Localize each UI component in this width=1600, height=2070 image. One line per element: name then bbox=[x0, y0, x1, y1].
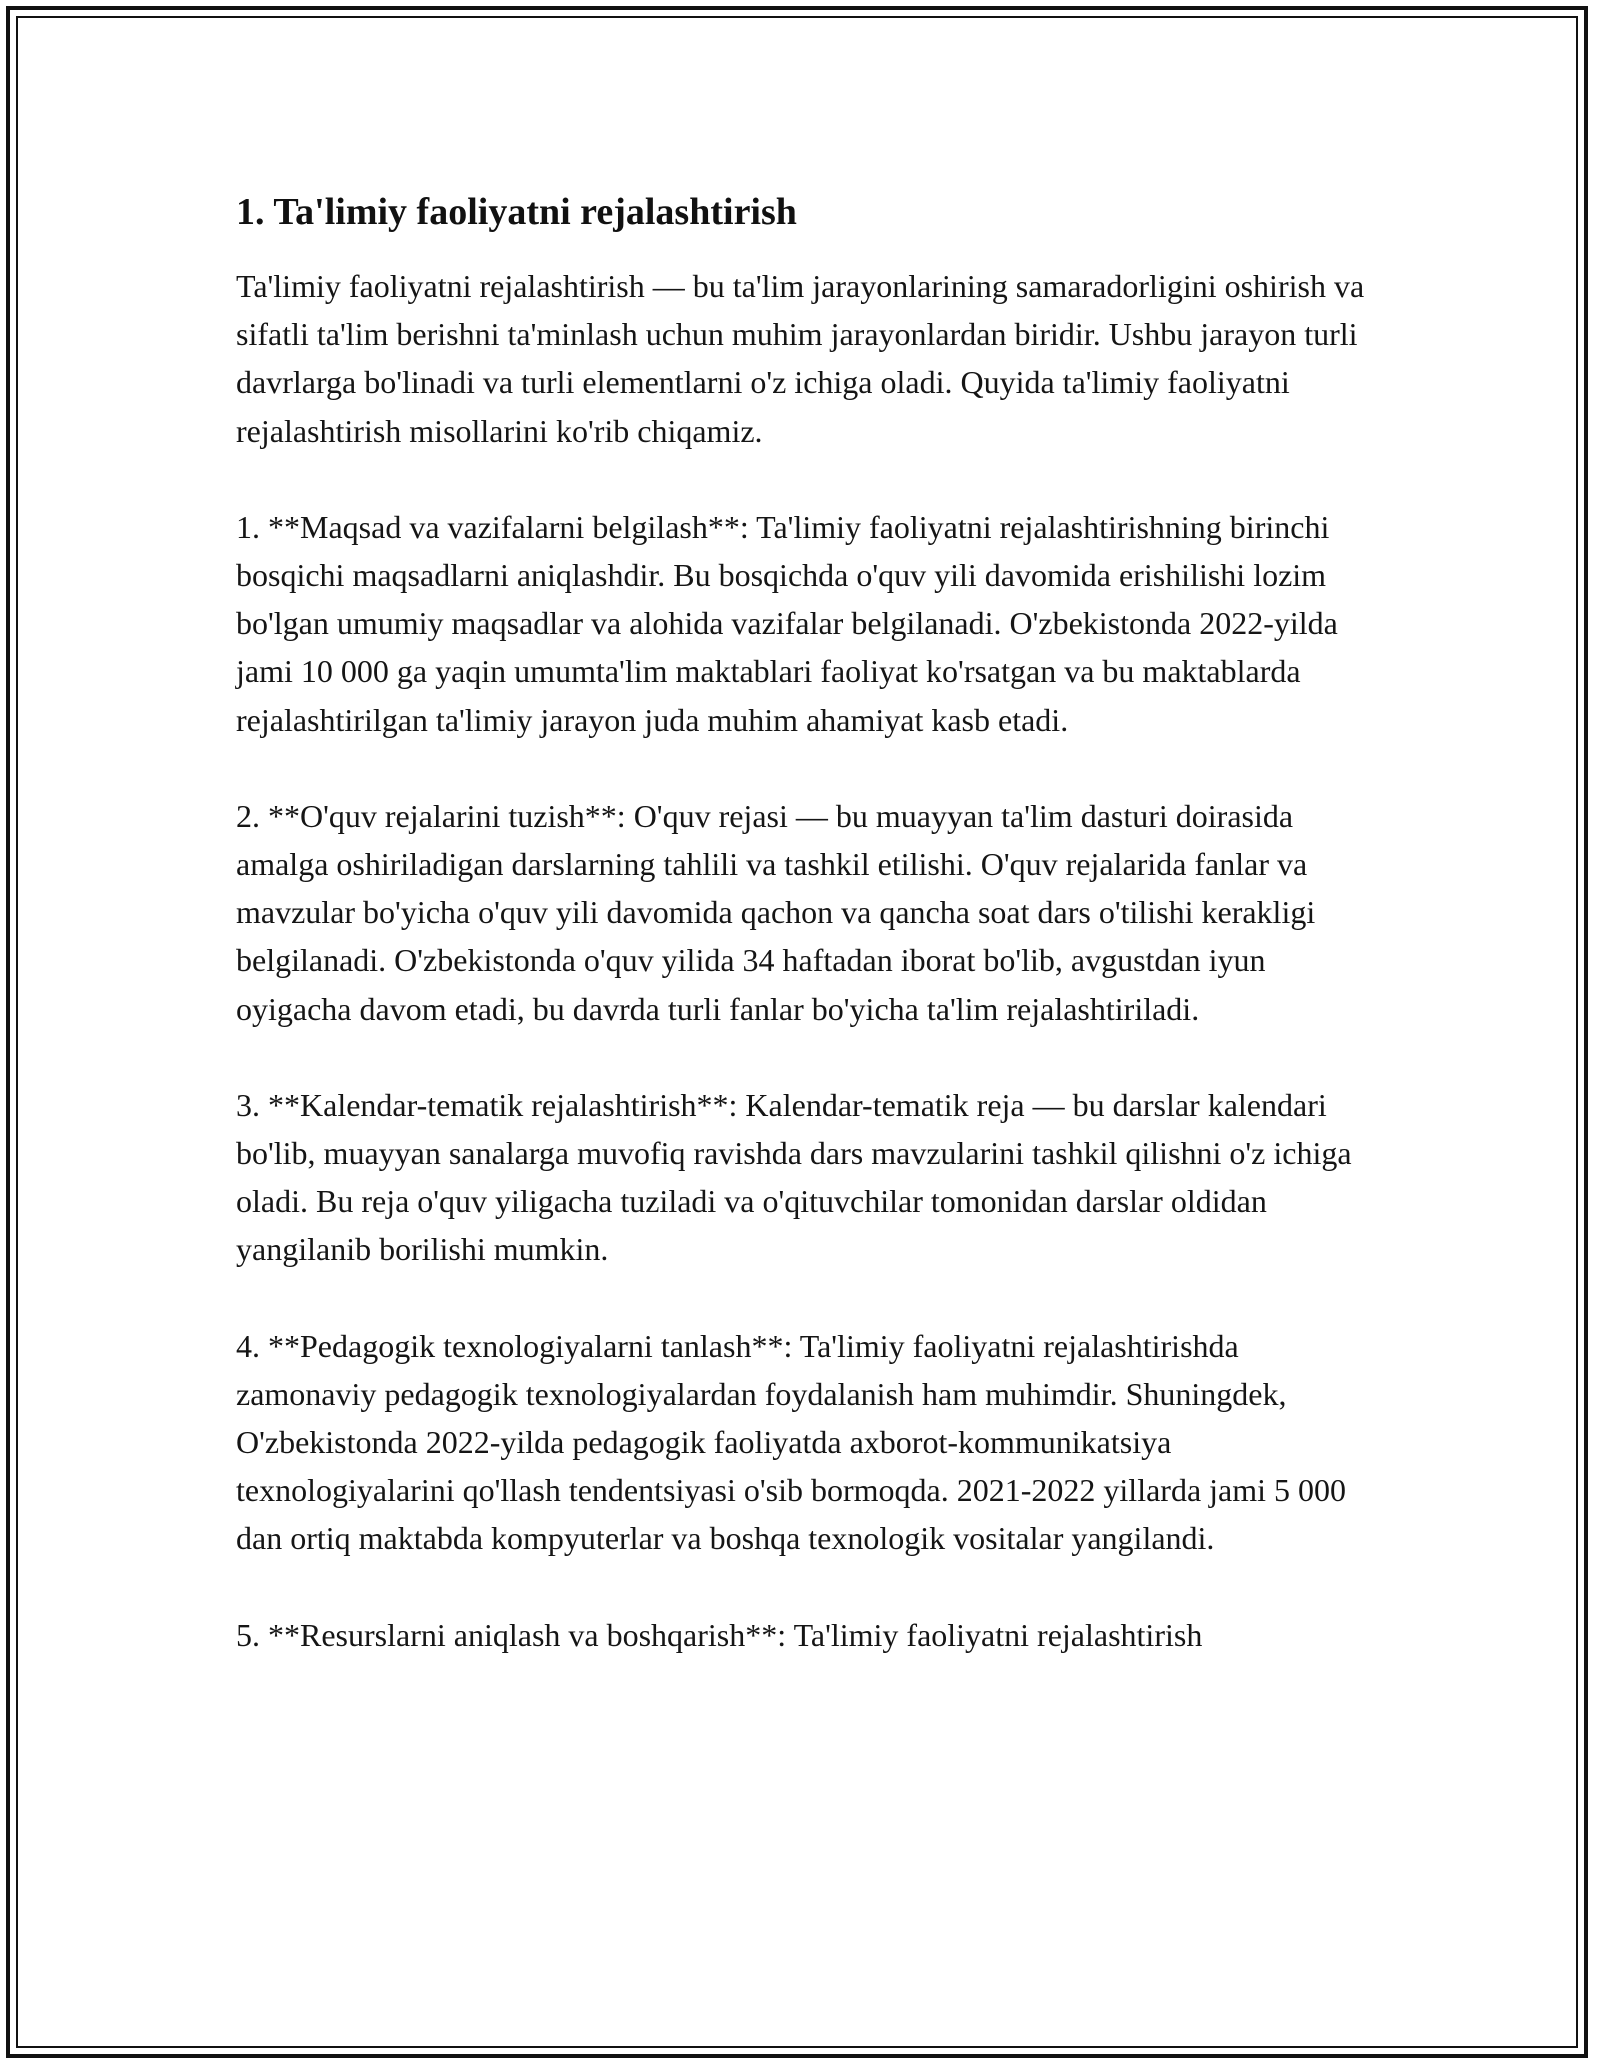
document-body bbox=[236, 188, 1376, 1707]
paragraph-calendar-planning: 3. **Kalendar-tematik rejalashtirish**: Kalendar-tematik reja — bu darslar kalendari bo'lib, muayyan sanalarga muvofiq ravishda dars mavzularini tashkil qilishni o'z ichiga oladi. Bu reja o'quv yiligacha tuziladi va o'qituvchilar tomonidan darslar oldidan yangilanib borilishi mumkin. bbox=[236, 1086, 1352, 1268]
paragraph-study-plans: 2. **O'quv rejalarini tuzish**: O'quv rejasi — bu muayyan ta'lim dasturi doirasida amalga oshiriladigan darslarning tahlili va tashkil etilishi. O'quv rejalarida fanlar va mavzular bo'yicha o'quv yili davomida qachon va qancha soat dars o'tilishi kerakligi belgilanadi. O'zbekistonda o'quv yilida 34 haftadan iborat bo'lib, avgustdan iyun oyigacha davom etadi, bu davrda turli fanlar bo'yicha ta'lim rejalashtiriladi. bbox=[236, 797, 1316, 1027]
paragraph-goals: 1. **Maqsad va vazifalarni belgilash**: Ta'limiy faoliyatni rejalashtirishning birinchi bosqichi maqsadlarni aniqlashdir. Bu bosqichda o'quv yili davomida erishilishi lozim bo'lgan umumiy maqsadlar va alohida vazifalar belgilanadi. O'zbekistonda 2022-yilda jami 10 000 ga yaqin umumta'lim maktablari faoliyat ko'rsatgan va bu maktablarda rejalashtirilgan ta'limiy jarayon juda muhim ahamiyat kasb etadi. bbox=[236, 508, 1338, 738]
paragraph-pedagogical-technologies: 4. **Pedagogik texnologiyalarni tanlash**: Ta'limiy faoliyatni rejalashtirishda zamonaviy pedagogik texnologiyalardan foydalanish ham muhimdir. Shuningdek, O'zbekistonda 2022-yilda pedagogik faoliyatda axborot-kommunikatsiya texnologiyalarini qo'llash tendentsiyasi o'sib bormoqda. 2021-2022 yillarda jami 5 000 dan ortiq maktabda kompyuterlar va boshqa texnologik vositalar yangilandi. bbox=[236, 1327, 1347, 1557]
document-title: 1. Ta'limiy faoliyatni rejalashtirish bbox=[236, 191, 797, 233]
intro-paragraph: Ta'limiy faoliyatni rejalashtirish — bu ta'lim jarayonlarining samaradorligini oshirish va sifatli ta'lim berishni ta'minlash uchun muhim jarayonlardan biridir. Ushbu jarayon turli davrlarga bo'linadi va turli elementlarni o'z ichiga oladi. Quyida ta'limiy faoliyatni rejalashtirish misollarini ko'rib chiqamiz. bbox=[236, 268, 1365, 449]
paragraph-resources: 5. **Resurslarni aniqlash va boshqarish**: Ta'limiy faoliyatni rejalashtirish bbox=[236, 1616, 1203, 1653]
